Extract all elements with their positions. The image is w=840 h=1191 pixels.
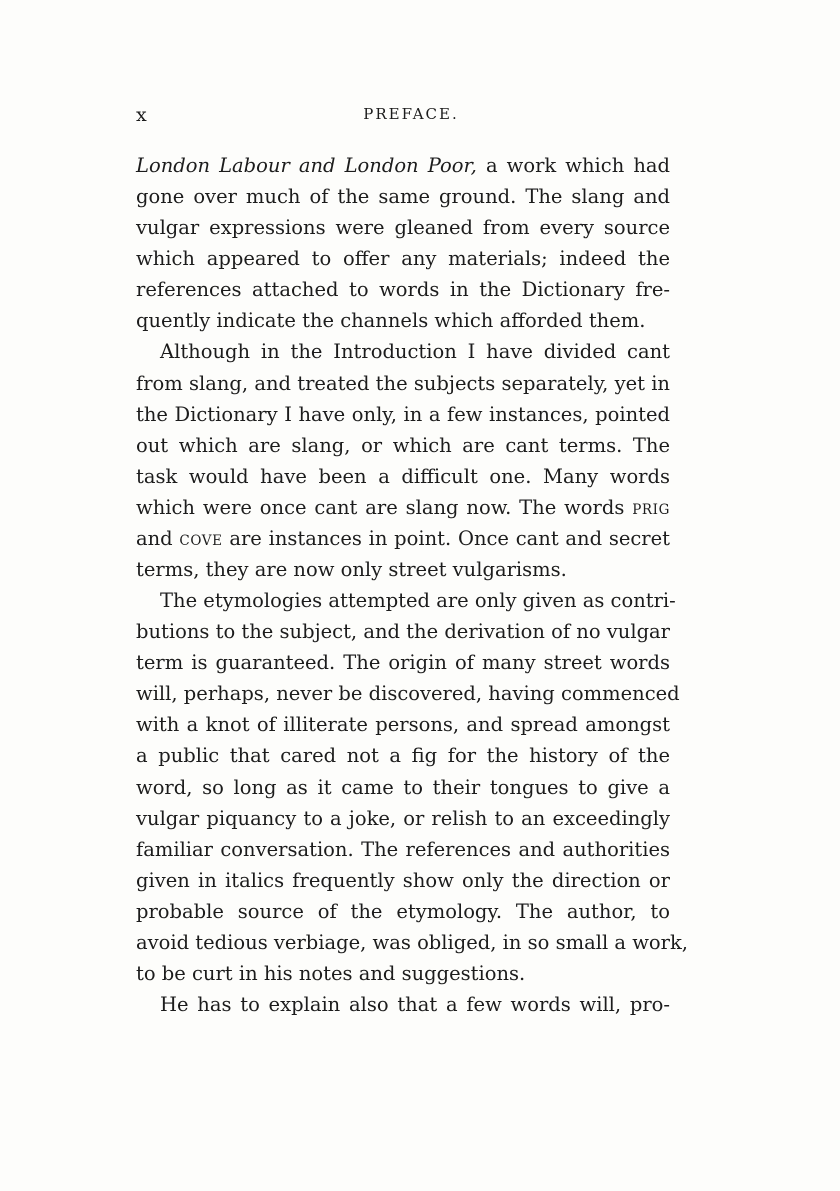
running-title: PREFACE. [363, 105, 459, 123]
text-line: with a knot of illiterate persons, and spread amongst [136, 713, 670, 737]
text-line: He has to explain also that a few words will, pro- [160, 993, 670, 1017]
text-line: out which are slang, or which are cant terms. The [136, 433, 670, 457]
text-fragment: a work which had [476, 154, 671, 177]
text-line: vulgar expressions were gleaned from every source [136, 216, 670, 240]
text-line [136, 150, 670, 181]
text-line: word, so long as it came to their tongues to give a [136, 775, 670, 799]
text-line [136, 523, 670, 554]
text-line: Although in the Introduction I have divided cant [160, 340, 670, 364]
text-line: references attached to words in the Dictionary fre- [136, 278, 670, 302]
text-line: which appeared to offer any materials; indeed the [136, 247, 670, 271]
text-line: butions to the subject, and the derivation of no vulgar [136, 620, 671, 644]
small-caps-word: COVE [179, 532, 223, 549]
page-number: x [136, 104, 148, 126]
text-line: term is guaranteed. The origin of many street words [136, 651, 670, 675]
text-fragment: and [136, 526, 180, 550]
italic-title: London Labour and London Poor, [136, 154, 477, 177]
text-line: will, perhaps, never be discovered, having commenced [136, 682, 680, 706]
text-line: avoid tedious verbiage, was obliged, in so small a work, [136, 930, 688, 954]
text-line: the Dictionary I have only, in a few instances, pointed [136, 402, 670, 426]
text-line: terms, they are now only street vulgarisms. [136, 558, 567, 582]
text-line: gone over much of the same ground. The slang and [136, 185, 670, 209]
text-line: from slang, and treated the subjects separately, yet in [136, 371, 670, 395]
running-head [136, 104, 670, 128]
text-line: The etymologies attempted are only given as contri- [160, 589, 676, 613]
text-line: given in italics frequently show only the direction or [136, 868, 670, 892]
body-text [136, 150, 688, 1020]
text-fragment: which were once cant are slang now. The words [136, 495, 633, 519]
text-line: probable source of the etymology. The author, to [136, 899, 670, 923]
text-line: familiar conversation. The references and authorities [136, 837, 670, 861]
text-line [136, 492, 670, 523]
text-line: task would have been a difficult one. Many words [136, 464, 670, 488]
small-caps-word: PRIG [632, 501, 670, 518]
text-line: a public that cared not a fig for the history of the [136, 744, 670, 768]
text-fragment: are instances in point. Once cant and secret [222, 526, 670, 550]
text-line: quently indicate the channels which afforded them. [136, 309, 646, 333]
text-line: to be curt in his notes and suggestions. [136, 962, 526, 986]
text-line: vulgar piquancy to a joke, or relish to an exceedingly [136, 806, 670, 830]
